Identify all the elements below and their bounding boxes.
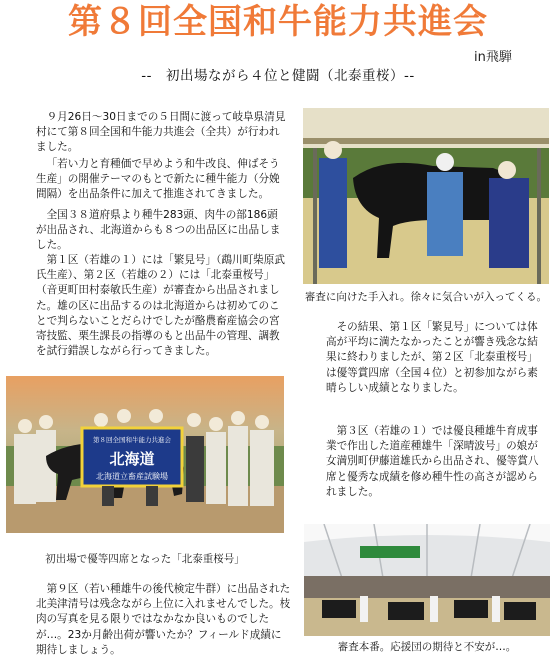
banner-line1: 第８回全国和牛能力共進会 bbox=[93, 436, 171, 444]
theme-paragraph: 「若い力と育種価で早めよう和牛改良、伸ばそう生産」の開催テーマのもとで新たに種牛能力（分娩間隔）を出品条件に加えて推進されてきました。 bbox=[36, 158, 280, 201]
grooming-photo bbox=[303, 108, 549, 284]
group-photo bbox=[6, 376, 284, 533]
result-paragraph: その結果、第１区「繁見号」については体高が平均に満たなかったことが響き残念な結果に終わりましたが、第２区「北泰重桜号」は優等賞四席（全国４位）と初参加ながら素晴らしい成績となりました。 bbox=[326, 321, 538, 394]
banner-line2: 北海道 bbox=[109, 450, 155, 468]
page-title: 第８回全国和牛能力共進会 bbox=[68, 2, 488, 42]
grooming-photo-caption: 審査に向けた手入れ。徐々に気合いが入ってくる。 bbox=[304, 291, 548, 303]
judging-photo-caption: 審査本番。応援団の期待と不安が…。 bbox=[337, 641, 517, 653]
district3-paragraph: 第３区（若雄の１）では優良種雄牛育成事業で作出した道産種雄牛「深晴波号」の娘が女満別町伊藤道雄氏から出品され、優等賞八席と優秀な成績を修め種牛性の高さが認められました。 bbox=[326, 425, 539, 498]
entries-paragraph: 全国３８道府県より種牛283頭、肉牛の部186頭が出品され、北海道からも８つの出品区に出品しました。 bbox=[36, 209, 281, 252]
page-subtitle: -- 初出場ながら４位と健闘（北泰重桜）-- bbox=[141, 68, 415, 84]
location-label: in飛騨 bbox=[474, 50, 512, 65]
group-photo-caption: 初出場で優等四席となった「北泰重桜号」 bbox=[45, 553, 245, 565]
district9-paragraph: 第９区（若い種雄牛の後代検定牛群）に出品された北美津清号は残念ながら上位に入れませんでした。枝肉の写真を見る限りではなかなか良いものでしたが…。23か月齢出荷が響いたか？フィールド成績に期待しましょう。 bbox=[36, 583, 291, 656]
judging-photo bbox=[304, 524, 550, 636]
banner-line3: 北海道立畜産試験場 bbox=[96, 472, 168, 481]
district-paragraph: 第１区（若雄の１）には「繁見号」（鵡川町柴原武氏生産）、第２区（若雄の２）には「北泰重桜号」（音更町田村泰敏氏生産）が審査から出品されました。雄の区に出品するのは北海道からは初めてのことで判らないことだらけでしたが酪農畜産協会の宮寄技監、栗生課長の指導のもと出品牛の管理、調教を試行錯誤しながら行ってきました。 bbox=[36, 254, 285, 358]
intro-paragraph: ９月26日～30日までの５日間に渡って岐阜県清見村にて第８回全国和牛能力共進会（全共）が行われました。 bbox=[36, 111, 286, 154]
